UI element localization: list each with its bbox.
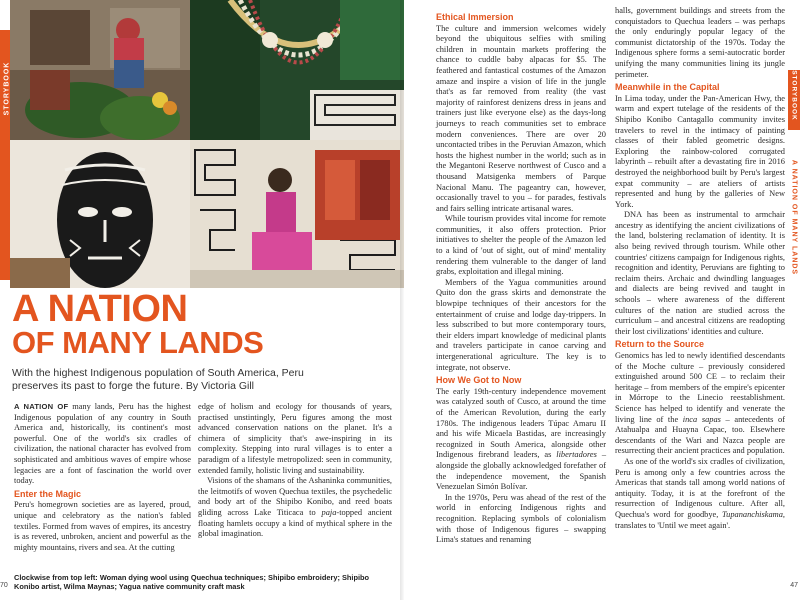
photo-shipibo-embroidery: [190, 140, 404, 288]
photo-woman-dyeing-wool-drawing: [10, 0, 190, 140]
right-column-2: [615, 6, 785, 531]
left-col2-p2-b: -topped ancient floating hamlets occupy a kind of mythical sphere in the global imagination.: [198, 507, 393, 539]
photo-yagua-craft-mask-drawing: [10, 140, 190, 288]
now-paragraph-2: In the 1970s, Peru was ahead of the rest of the world in enforcing Indigenous rights and recognition. Replacing symbols of colonialism with those of Indigenous figures – swapping Lima's statues and renaming: [436, 492, 606, 545]
intro-text: many lands, Peru has the highest Indigenous population of any country in South America and, historically, its continent's most powerful. One of the world's six cradles of civilization, the national character has evolved from sophisticated and ambitious waves of empire whose legacies are a font of fascination the world over today.: [14, 402, 191, 486]
now-paragraph-1: [436, 387, 606, 493]
photo-woman-dyeing-wool: [10, 0, 190, 140]
article-subtitle: With the highest Indigenous population of South America, Peru preserves its past to forge the future. By Victoria Gill: [12, 367, 304, 392]
left-column-1: [14, 402, 191, 553]
right-page: [404, 0, 800, 600]
return-p2-em: Tupananchiskama: [721, 509, 783, 519]
photo-caption: Clockwise from top left: Woman dying wool using Quechua techniques; Shipibo embroidery; Shipibo Konibo artist, Wilma Maynas; Yagua native community craft mask: [14, 573, 370, 591]
intro-paragraph: [14, 402, 191, 487]
heading-return-to-the-source: Return to the Source: [615, 339, 705, 350]
ethical-paragraph-1: The culture and immersion welcomes widely beyond the ubiquitous selfies with smiling children in mountain markets proffering the chance to cuddle baby alpacas for $5. The feathered and fantastical costumes of the Amazon amaze and inspire a vision of life in the jungle that's as far removed from reality (the vast majority of rainforest denizens dress in jeans and trainers just like everyone else) as the days-long journeys to reach communities set to embrace modern conveniences. There are over 20 uncontacted tribes in the Peruvian Amazon, which hosts the highest number in the world; such as in the Megantoni Reserve northwest of Cusco and a thousand Matsigenka members of Parque Nacional Manu. The pageantry can, however, occasionally travel to you – for parades, festivals and fairs selling intricate artisanal wares.: [436, 23, 606, 213]
section-tab-right-label: STORYBOOK: [790, 70, 798, 121]
now-p1-a: The early 19th-century independence movement was catalyzed south of Cusco, at around the time of the American Revolution, during the early 1780s. The indigenous leaders Túpac Amaru II and his wife Micaela Bastidas, are increasingly recognized in South America, alongside other Indigenous firebrand leaders, as: [436, 386, 606, 460]
running-head-right: [788, 130, 800, 310]
ethical-paragraph-3: Members of the Yagua communities around Quito don the grass skirts and demonstrate the blowpipe techniques of their ancestors for the entertainment of cruise and lodge day-trippers. In less subscribed to but more contemporary tours, their elders impart knowledge of medicinal plants and travelers participate in canoe carving and intergenerational agriculture. The key is to integrate, not observe.: [436, 277, 606, 372]
return-paragraph-2: [615, 457, 785, 531]
return-p1-a: Genomics has led to newly identified descendants of the Moche culture – previously considered extinguished around 500 CE – to reclaim their heritage – from members of the empire's epicenter in Mórrope to the Linecio reestablishment. Science has helped to identify and venerate the living line of the: [615, 351, 785, 424]
now-p1-em: libertadores: [556, 450, 597, 460]
article-title: [12, 288, 264, 360]
article-title-line1: A NATION: [12, 288, 188, 330]
photo-shipibo-beads-drawing: [190, 0, 404, 140]
heading-ethical-immersion: Ethical Immersion: [436, 12, 514, 22]
meanwhile-paragraph-2: DNA has been as instrumental to armchair ancestry as identifying the ancient civilizations of the land, bolstering reclamation of identity. It is also being revived through tourism. While other countries' citizens campaign for Indigenous rights, recognition and identity, Peruvians are fighting to reclaim theirs. Archaic and dwindling languages and dialects are being revived and taught in schools – where awareness of the different cultures of the nation are studied across the curriculum – and ancestral citizens are readopting their lost civilizations' identities and culture.: [615, 210, 785, 336]
photo-shipibo-embroidery-drawing: [190, 140, 404, 288]
return-p1-em: inca sapas: [682, 414, 721, 424]
heading-meanwhile-in-the-capital: Meanwhile in the Capital: [615, 82, 720, 93]
left-col2-paragraph-1: edge of holism and ecology for thousands of years, practised unstintingly, Peru figures among the most advanced conservation nations on the planet. It's a chimera of simplicity that's awe-inspiring in its complexity. Stepping into rural villages is to enter a paradigm of a lifestyle metropolized: seen in community, extended family, holistic living and sustainability.: [198, 402, 392, 475]
heading-enter-the-magic: Enter the Magic: [14, 488, 82, 499]
photo-shipibo-beads: [190, 0, 404, 140]
heading-how-we-got-to-now: How We Got to Now: [436, 375, 522, 386]
left-col2-p2-em: paja: [321, 507, 337, 517]
now-p1-b: – alongside the globally acknowledged forefather of the independence movement, the Spanish Venezuelan Simón Bolívar.: [436, 450, 607, 492]
meanwhile-paragraph-1: In Lima today, under the Pan-American Hwy, the warm and expert tutelage of the residents of the Shipibo Konibo Cantagallo community invites travelers to revel in the intimacy of painting classes of their fabled geometric designs. Exploring the rainbow-colored corrugated labyrinth – rebuilt after a devastating fire in 2016 destroyed the neighborhood built by Peru's largest expat community – are ateliers of artists represented and hung by the galleries of New York.: [615, 93, 785, 209]
return-p2-a: As one of the world's six cradles of civilization, Peru is among only a few countries across the Americas that stands tall among world nations of antiquity. Today, it is at the forefront of the resurrection of Indigenous culture. After all, Quechua's word for goodbye,: [615, 456, 785, 519]
page-number-right: 47: [790, 582, 798, 589]
section-tab-left-label: STORYBOOK: [3, 61, 11, 116]
return-p1-b: – antecedents of Atahualpa and Huayna Capac, too. Elsewhere descendants of the Wari and Nazca people are resurrecting their ancient practices and population.: [615, 414, 786, 456]
return-p2-b: , translates to 'Until we meet again'.: [615, 509, 785, 530]
left-col2-paragraph-2: [198, 476, 392, 540]
intro-lead: A NATION OF: [14, 402, 69, 411]
running-head-right-text: A NATION OF MANY LANDS: [790, 159, 798, 276]
enter-magic-paragraph: Peru's homegrown societies are as layered, proud, unique and celebratory as the nation's fabled textiles. Formed from waves of empires, its ancestry is as revered, unbroken, ancient and powerful as the mighty mountains, rivers and sea. At the cutting: [14, 500, 191, 552]
photo-yagua-craft-mask: [10, 140, 190, 288]
return-paragraph-1: [615, 351, 785, 457]
page-number-left: 70: [0, 582, 8, 589]
left-column-2: [198, 402, 392, 540]
section-tab-left: [0, 30, 10, 280]
right-col2-paragraph-1: halls, government buildings and streets from the conquistadors to Quechua leaders – was perhaps the only enduringly popular legacy of the communist dictatorship of the 1970s. Today the Indigenous sphere forms a semi-autocratic border unifying the many communities lining its jungle perimeter.: [615, 6, 785, 79]
ethical-paragraph-2: While tourism provides vital income for remote communities, it also offers protection. Prior initiatives to shelter the people of the Amazon led to a kind of 'out of sight, out of mind' mentality rendering them vulnerable to the danger of land grabs, exploitation and illegal mining.: [436, 214, 606, 277]
right-column-1: [436, 10, 606, 546]
article-title-line2: OF MANY LANDS: [12, 325, 264, 360]
section-tab-right: [788, 70, 800, 130]
left-col2-p2-a: Visions of the shamans of the Ashaninka communities, the leitmotifs of woven Quechua textiles, the psychedelic and body art of the Shipibo Konibo, and reed boats gliding across Lake Titicaca to: [198, 476, 392, 517]
